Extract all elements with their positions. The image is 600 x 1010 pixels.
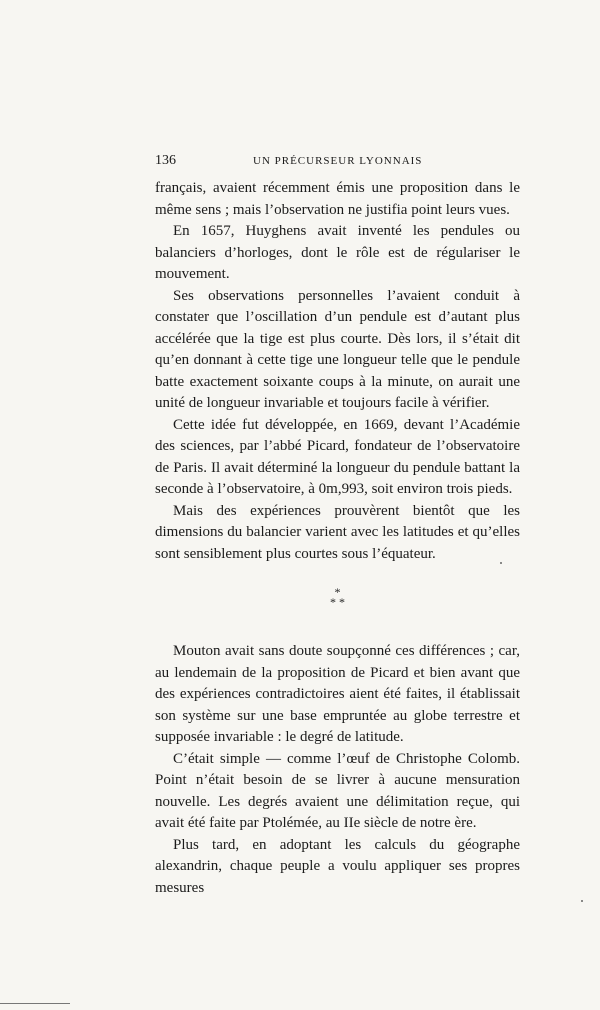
paragraph-continues: Plus tard, en adoptant les calculs du géographe alexandrin, chaque peuple a voulu appliquer ses propres mesures [155, 836, 520, 896]
page-number: 136 [155, 153, 176, 168]
section-separator [155, 587, 520, 607]
running-title: UN PRÉCURSEUR LYONNAIS [253, 155, 423, 167]
separator-top-star: * [334, 585, 341, 599]
paragraph: Mais des expériences prouvèrent bientôt que les dimensions du balancier varient avec les latitudes et qu’elles sont sensiblement plus courtes sous l’équateur. [155, 502, 520, 562]
separator-bottom-stars: * * [330, 595, 345, 609]
paragraph: En 1657, Huyghens avait inventé les pendules ou balanciers d’horloges, dont le rôle est de régulariser le mouvement. [155, 223, 520, 282]
scan-edge-line [0, 1003, 70, 1004]
scan-speck [581, 900, 583, 902]
paragraph: Mouton avait sans doute soupçonné ces différences ; car, au lendemain de la proposition de Picard et bien avant que des expériences contradictoires aient été faites, il établissait son système sur une base empruntée au globe terrestre et supposée invariable : le degré de latitude. [155, 643, 520, 745]
scan-speck [500, 562, 502, 564]
page-body [155, 178, 520, 899]
paragraph: Ses observations personnelles l’avaient conduit à constater que l’oscillation d’un pendule est d’autant plus accélérée que la tige est plus courte. Dès lors, il s’était dit qu’en donnant à cette tige une longueur telle que le pendule batte exactement soixante coups à la minute, on aurait une unité de longueur invariable et toujours facile à vérifier. [155, 287, 520, 411]
running-header [155, 153, 520, 173]
paragraph: Cette idée fut développée, en 1669, devant l’Académie des sciences, par l’abbé Picard, fondateur de l’observatoire de Paris. Il avait déterminé la longueur du pendule battant la seconde à l’observatoire, à 0m,993, soit environ trois pieds. [155, 416, 520, 497]
paragraph: C’était simple — comme l’œuf de Christophe Colomb. Point n’était besoin de se livrer à aucune mensuration nouvelle. Les degrés avaient une délimitation reçue, qui avait été faite par Ptolémée, au IIe siècle de notre ère. [155, 750, 520, 831]
paragraph-continued: français, avaient récemment émis une proposition dans le même sens ; mais l’observation ne justifia point leurs vues. [155, 180, 520, 218]
